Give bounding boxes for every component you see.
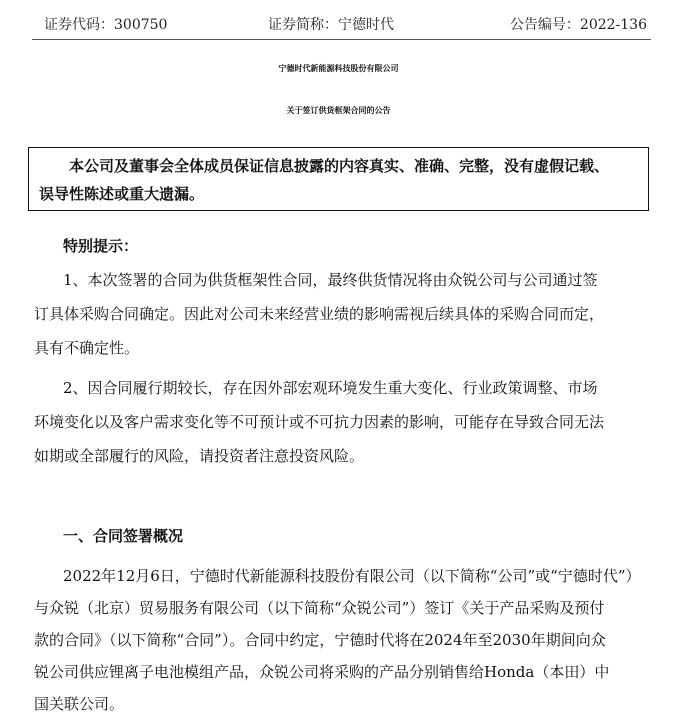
section1-heading: 一、合同签署概况 [63, 527, 184, 545]
notice-number: 公告编号：2022-136 [509, 17, 647, 33]
section1-line-1: 2022年12月6日，宁德时代新能源科技股份有限公司（以下简称“公司”或“宁德时代”） [63, 567, 641, 585]
header-divider [32, 39, 651, 40]
notice-line-1: 本公司及董事会全体成员保证信息披露的内容真实、准确、完整，没有虚假记载、 [69, 157, 610, 175]
section1-line-5: 国关联公司。 [34, 695, 125, 713]
tip1-line-3: 具有不确定性。 [34, 339, 140, 357]
tip1-line-2: 订具体采购合同确定。因此对公司未来经营业绩的影响需视后续具体的采购合同而定， [34, 305, 605, 323]
special-tips-heading: 特别提示： [63, 237, 139, 255]
announcement-title: 关于签订供货框架合同的公告 [286, 106, 391, 115]
tip1-line-1: 1、本次签署的合同为供货框架性合同，最终供货情况将由众锐公司与公司通过签 [63, 271, 598, 289]
tip2-line-2: 环境变化以及客户需求变化等不可预计或不可抗力因素的影响，可能存在导致合同无法 [34, 413, 605, 431]
disclosure-notice-box [28, 147, 649, 211]
section1-line-4: 锐公司供应锂离子电池模组产品，众锐公司将采购的产品分别销售给Honda（本田）中 [34, 663, 610, 681]
company-title: 宁德时代新能源科技股份有限公司 [278, 64, 399, 73]
stock-name: 证券简称：宁德时代 [268, 17, 394, 33]
notice-line-2: 误导性陈述或重大遗漏。 [39, 185, 205, 203]
tip2-line-1: 2、因合同履行期较长，存在因外部宏观环境发生重大变化、行业政策调整、市场 [63, 379, 598, 397]
section1-line-2: 与众锐（北京）贸易服务有限公司（以下简称“众锐公司”）签订《关于产品采购及预付 [34, 599, 605, 617]
document-header [44, 14, 647, 36]
tip2-line-3: 如期或全部履行的风险，请投资者注意投资风险。 [34, 447, 365, 465]
section1-line-3: 款的合同》（以下简称“合同”）。合同中约定，宁德时代将在2024年至2030年期间向众 [34, 631, 606, 649]
stock-code: 证券代码：300750 [44, 17, 168, 33]
